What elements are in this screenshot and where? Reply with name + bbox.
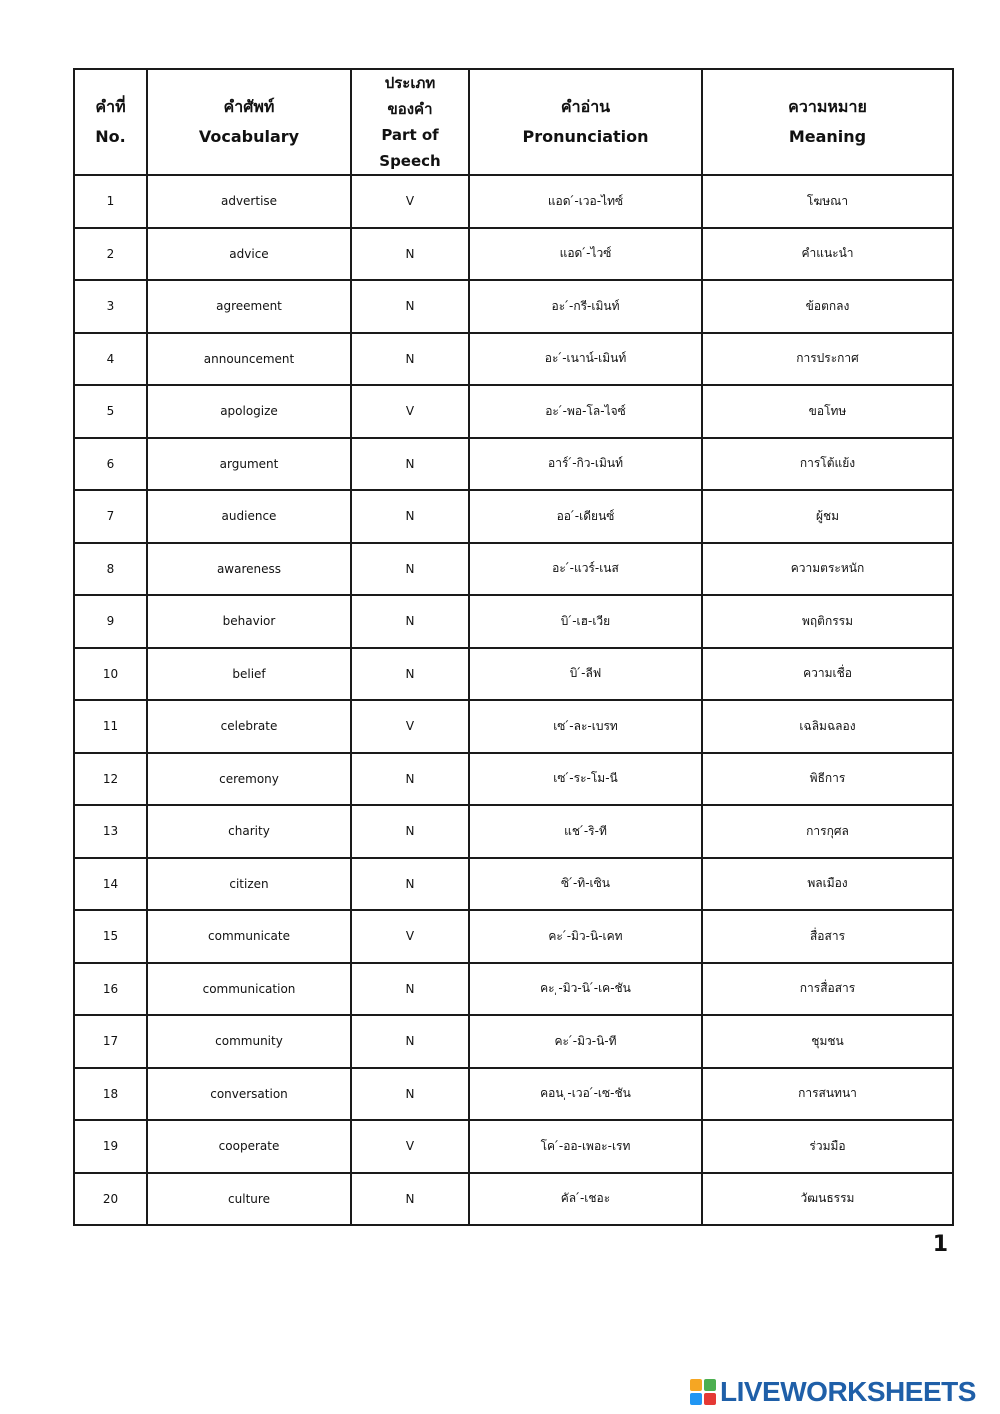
- cell-no: 1: [74, 175, 147, 228]
- header-no-th: คำที่: [95, 97, 126, 116]
- cell-vocabulary: belief: [147, 648, 351, 701]
- cell-meaning: การกุศล: [702, 805, 953, 858]
- cell-meaning: ความตระหนัก: [702, 543, 953, 596]
- cell-part-of-speech: N: [351, 543, 469, 596]
- cell-vocabulary: charity: [147, 805, 351, 858]
- header-pos-th1: ประเภท: [384, 74, 436, 92]
- cell-part-of-speech: V: [351, 700, 469, 753]
- cell-part-of-speech: N: [351, 490, 469, 543]
- cell-no: 14: [74, 858, 147, 911]
- cell-part-of-speech: N: [351, 1015, 469, 1068]
- table-row: [74, 175, 953, 228]
- cell-pronunciation: บิ ́-เฮ-เวีย: [469, 595, 702, 648]
- cell-no: 16: [74, 963, 147, 1016]
- cell-meaning: เฉลิมฉลอง: [702, 700, 953, 753]
- table-row: [74, 963, 953, 1016]
- cell-part-of-speech: V: [351, 385, 469, 438]
- cell-part-of-speech: V: [351, 175, 469, 228]
- cell-no: 20: [74, 1173, 147, 1226]
- cell-part-of-speech: V: [351, 910, 469, 963]
- cell-no: 15: [74, 910, 147, 963]
- table-row: [74, 858, 953, 911]
- cell-meaning: การสนทนา: [702, 1068, 953, 1121]
- cell-part-of-speech: N: [351, 333, 469, 386]
- table-row: [74, 1068, 953, 1121]
- cell-meaning: การโต้แย้ง: [702, 438, 953, 491]
- header-pos-th2: ของคำ: [387, 100, 433, 118]
- table-row: [74, 280, 953, 333]
- header-mean-en: Meaning: [788, 127, 867, 146]
- cell-part-of-speech: N: [351, 228, 469, 281]
- header-pos-en2: Speech: [379, 152, 441, 170]
- table-row: [74, 333, 953, 386]
- cell-meaning: คำแนะนำ: [702, 228, 953, 281]
- table-row: [74, 228, 953, 281]
- header-pronunciation: [469, 69, 702, 175]
- cell-vocabulary: advertise: [147, 175, 351, 228]
- cell-part-of-speech: N: [351, 280, 469, 333]
- table-row: [74, 1120, 953, 1173]
- page-number: 1: [932, 1232, 948, 1257]
- cell-vocabulary: apologize: [147, 385, 351, 438]
- cell-no: 13: [74, 805, 147, 858]
- cell-pronunciation: คะ ́-มิว-นิ-ที: [469, 1015, 702, 1068]
- header-vocabulary: [147, 69, 351, 175]
- cell-meaning: ขอโทษ: [702, 385, 953, 438]
- cell-no: 17: [74, 1015, 147, 1068]
- cell-no: 12: [74, 753, 147, 806]
- cell-meaning: พลเมือง: [702, 858, 953, 911]
- cell-part-of-speech: N: [351, 648, 469, 701]
- table-row: [74, 753, 953, 806]
- cell-part-of-speech: N: [351, 858, 469, 911]
- cell-no: 6: [74, 438, 147, 491]
- cell-vocabulary: celebrate: [147, 700, 351, 753]
- cell-vocabulary: agreement: [147, 280, 351, 333]
- cell-part-of-speech: N: [351, 805, 469, 858]
- table-row: [74, 438, 953, 491]
- header-pron-th: คำอ่าน: [560, 97, 611, 116]
- cell-vocabulary: advice: [147, 228, 351, 281]
- cell-pronunciation: แช ́-ริ-ที: [469, 805, 702, 858]
- header-mean-th: ความหมาย: [788, 97, 867, 116]
- cell-pronunciation: อะ ́-แวร์-เนส: [469, 543, 702, 596]
- cell-meaning: วัฒนธรรม: [702, 1173, 953, 1226]
- cell-pronunciation: คะ ̩-มิว-นิ ́-เค-ชัน: [469, 963, 702, 1016]
- table-row: [74, 1173, 953, 1226]
- cell-no: 18: [74, 1068, 147, 1121]
- cell-no: 2: [74, 228, 147, 281]
- header-part-of-speech: [351, 69, 469, 175]
- table-row: [74, 595, 953, 648]
- vocabulary-table: [73, 68, 954, 1226]
- table-row: [74, 910, 953, 963]
- cell-no: 9: [74, 595, 147, 648]
- cell-vocabulary: culture: [147, 1173, 351, 1226]
- cell-no: 11: [74, 700, 147, 753]
- cell-vocabulary: citizen: [147, 858, 351, 911]
- cell-part-of-speech: N: [351, 438, 469, 491]
- header-no-en: No.: [95, 127, 126, 146]
- cell-pronunciation: โค ́-ออ-เพอะ-เรท: [469, 1120, 702, 1173]
- cell-vocabulary: community: [147, 1015, 351, 1068]
- cell-pronunciation: อะ ́-เนาน์-เมินท์: [469, 333, 702, 386]
- table-row: [74, 385, 953, 438]
- cell-pronunciation: อาร์ ́-กิว-เมินท์: [469, 438, 702, 491]
- table-row: [74, 648, 953, 701]
- table-row: [74, 700, 953, 753]
- cell-meaning: ผู้ชม: [702, 490, 953, 543]
- cell-part-of-speech: N: [351, 963, 469, 1016]
- cell-no: 7: [74, 490, 147, 543]
- header-no: [74, 69, 147, 175]
- cell-vocabulary: argument: [147, 438, 351, 491]
- cell-no: 8: [74, 543, 147, 596]
- cell-vocabulary: announcement: [147, 333, 351, 386]
- cell-pronunciation: ซิ ́-ทิ-เซิน: [469, 858, 702, 911]
- cell-meaning: ข้อตกลง: [702, 280, 953, 333]
- liveworksheets-wordmark: LIVEWORKSHEETS: [720, 1376, 976, 1407]
- cell-meaning: ร่วมมือ: [702, 1120, 953, 1173]
- cell-vocabulary: ceremony: [147, 753, 351, 806]
- cell-part-of-speech: N: [351, 753, 469, 806]
- cell-vocabulary: communication: [147, 963, 351, 1016]
- cell-part-of-speech: N: [351, 1173, 469, 1226]
- table-row: [74, 805, 953, 858]
- cell-meaning: โฆษณา: [702, 175, 953, 228]
- cell-vocabulary: behavior: [147, 595, 351, 648]
- liveworksheets-icon: [690, 1379, 716, 1405]
- cell-vocabulary: communicate: [147, 910, 351, 963]
- cell-meaning: ชุมชน: [702, 1015, 953, 1068]
- cell-vocabulary: audience: [147, 490, 351, 543]
- cell-pronunciation: คอน ̩-เวอ ́-เซ-ชัน: [469, 1068, 702, 1121]
- header-pron-en: Pronunciation: [522, 127, 649, 146]
- cell-meaning: สื่อสาร: [702, 910, 953, 963]
- cell-meaning: การสื่อสาร: [702, 963, 953, 1016]
- cell-pronunciation: คะ ́-มิว-นิ-เคท: [469, 910, 702, 963]
- cell-vocabulary: cooperate: [147, 1120, 351, 1173]
- cell-part-of-speech: V: [351, 1120, 469, 1173]
- cell-meaning: ความเชื่อ: [702, 648, 953, 701]
- cell-meaning: พฤติกรรม: [702, 595, 953, 648]
- table-row: [74, 543, 953, 596]
- header-pos-en1: Part of: [381, 126, 439, 144]
- cell-pronunciation: อะ ́-กรี-เมินท์: [469, 280, 702, 333]
- cell-no: 5: [74, 385, 147, 438]
- cell-vocabulary: awareness: [147, 543, 351, 596]
- header-vocab-en: Vocabulary: [198, 127, 300, 146]
- cell-meaning: การประกาศ: [702, 333, 953, 386]
- cell-pronunciation: บิ ́-ลีฟ: [469, 648, 702, 701]
- cell-no: 3: [74, 280, 147, 333]
- table-row: [74, 1015, 953, 1068]
- cell-pronunciation: อะ ́-พอ-โล-ไจซ์: [469, 385, 702, 438]
- header-vocab-th: คำศัพท์: [223, 97, 275, 116]
- cell-pronunciation: ออ ́-เดียนซ์: [469, 490, 702, 543]
- cell-no: 19: [74, 1120, 147, 1173]
- cell-meaning: พิธีการ: [702, 753, 953, 806]
- header-meaning: [702, 69, 953, 175]
- cell-vocabulary: conversation: [147, 1068, 351, 1121]
- cell-pronunciation: แอด ́-ไวซ์: [469, 228, 702, 281]
- cell-part-of-speech: N: [351, 1068, 469, 1121]
- cell-pronunciation: เซ ́-ระ-โม-นี: [469, 753, 702, 806]
- cell-pronunciation: เซ ́-ละ-เบรท: [469, 700, 702, 753]
- liveworksheets-logo: [690, 1372, 976, 1412]
- cell-pronunciation: คัล ́-เชอะ: [469, 1173, 702, 1226]
- cell-no: 4: [74, 333, 147, 386]
- table-header-row: [74, 69, 953, 175]
- cell-part-of-speech: N: [351, 595, 469, 648]
- cell-pronunciation: แอด ́-เวอ-ไทซ์: [469, 175, 702, 228]
- table-row: [74, 490, 953, 543]
- cell-no: 10: [74, 648, 147, 701]
